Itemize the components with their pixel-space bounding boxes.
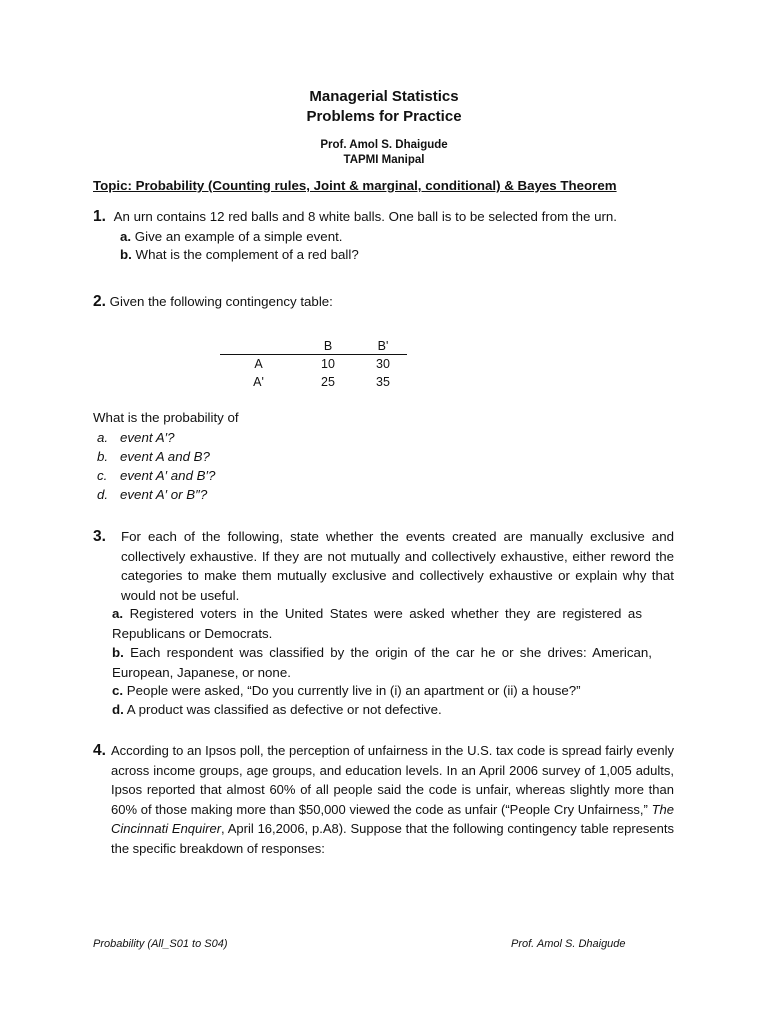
question-2-item-a xyxy=(97,431,175,444)
footer-right: Prof. Amol S. Dhaigude xyxy=(511,938,626,950)
item-text: What is the complement of a red ball? xyxy=(135,247,359,262)
question-number: 4. xyxy=(93,742,106,759)
table-cell: 10 xyxy=(321,357,335,371)
question-text: For each of the following, state whether the events created are manually exclusive and collectively exhaustive. If they are not mutually and collectively exhaustive, either reword the categories to make them mutually exclusive and collectively exhaustive or explain why that would not be useful. xyxy=(121,529,674,603)
question-1-item-a xyxy=(120,230,342,243)
question-number: 3. xyxy=(93,528,106,545)
item-text: Registered voters in the United States were asked whether they are registered as Republicans or Democrats. xyxy=(112,606,642,641)
item-label: d. xyxy=(112,702,124,717)
item-text: A product was classified as defective or not defective. xyxy=(126,702,442,717)
question-text: Given the following contingency table: xyxy=(109,294,333,309)
table-cell: 25 xyxy=(321,375,335,389)
table-row-label: A xyxy=(254,357,263,371)
item-label: d. xyxy=(97,487,109,502)
document-subtitle: Problems for Practice xyxy=(306,108,462,125)
document-title: Managerial Statistics xyxy=(309,88,459,105)
item-label: c. xyxy=(112,683,124,698)
item-label: a. xyxy=(112,606,124,621)
item-label: b. xyxy=(112,645,124,660)
question-3-item-c xyxy=(112,684,581,697)
footer-left: Probability (All_S01 to S04) xyxy=(93,938,228,950)
question-number: 1. xyxy=(93,208,106,225)
institution-name: TAPMI Manipal xyxy=(343,154,425,166)
author-name: Prof. Amol S. Dhaigude xyxy=(320,139,448,151)
question-3-number-wrap xyxy=(93,529,106,545)
question-2-prompt: What is the probability of xyxy=(93,410,239,425)
item-text: event A′? xyxy=(120,430,175,445)
table-corner-cell xyxy=(220,337,297,355)
question-text-continued: , April 16,2006, p.A8). Suppose that the following contingency table represents the specific breakdown of responses: xyxy=(111,821,674,856)
table-row xyxy=(220,373,407,391)
item-text: Each respondent was classified by the origin of the car he or she drives: American, European, Japanese, or none. xyxy=(112,645,652,680)
item-text: event A and B? xyxy=(120,449,210,464)
question-3-item-b xyxy=(112,643,652,682)
table-header-row xyxy=(220,337,407,355)
question-text: An urn contains 12 red balls and 8 white balls. One ball is to be selected from the urn. xyxy=(113,209,617,224)
item-label: c. xyxy=(97,468,108,483)
question-2-item-c xyxy=(97,469,215,482)
question-1-item-b xyxy=(120,248,359,261)
item-text: Give an example of a simple event. xyxy=(134,229,343,244)
question-1 xyxy=(93,209,617,225)
question-number: 2. xyxy=(93,293,106,310)
question-3-item-a xyxy=(112,604,642,643)
item-text: People were asked, “Do you currently live in (i) an apartment or (ii) a house?” xyxy=(126,683,581,698)
table-cell: 35 xyxy=(376,375,390,389)
item-label: b. xyxy=(97,449,109,464)
item-text: event A′ and B′? xyxy=(120,468,216,483)
item-label: b. xyxy=(120,247,132,262)
table-cell: 30 xyxy=(376,357,390,371)
question-3-item-d xyxy=(112,703,442,716)
question-2 xyxy=(93,294,333,310)
item-label: a. xyxy=(97,430,109,445)
item-text: event A′ or B″? xyxy=(120,487,208,502)
question-3-text-wrap xyxy=(116,527,674,605)
citation-title: The Cincinnati Enquirer xyxy=(111,801,674,836)
question-2-item-d xyxy=(97,488,207,501)
question-2-item-b xyxy=(97,450,210,463)
table-col-header: B' xyxy=(359,337,407,355)
question-4-text xyxy=(111,741,674,858)
topic-heading: Topic: Probability (Counting rules, Joint & marginal, conditional) & Bayes Theorem xyxy=(93,178,617,193)
question-text: According to an Ipsos poll, the perception of unfairness in the U.S. tax code is spread fairly evenly across income groups, age groups, and education levels. In an April 2006 survey of 1,005 adults, Ipsos reported that almost 60% of all people said the code is unfair, whereas slightly more than 60% of those making more than $50,000 viewed the code as unfair (“People Cry Unfairness,” xyxy=(111,743,674,817)
table-row xyxy=(220,355,407,374)
question-4-number-wrap xyxy=(93,743,106,759)
table-row-label: A' xyxy=(253,375,264,389)
contingency-table xyxy=(220,337,407,391)
table-col-header: B xyxy=(297,337,359,355)
item-label: a. xyxy=(120,229,132,244)
